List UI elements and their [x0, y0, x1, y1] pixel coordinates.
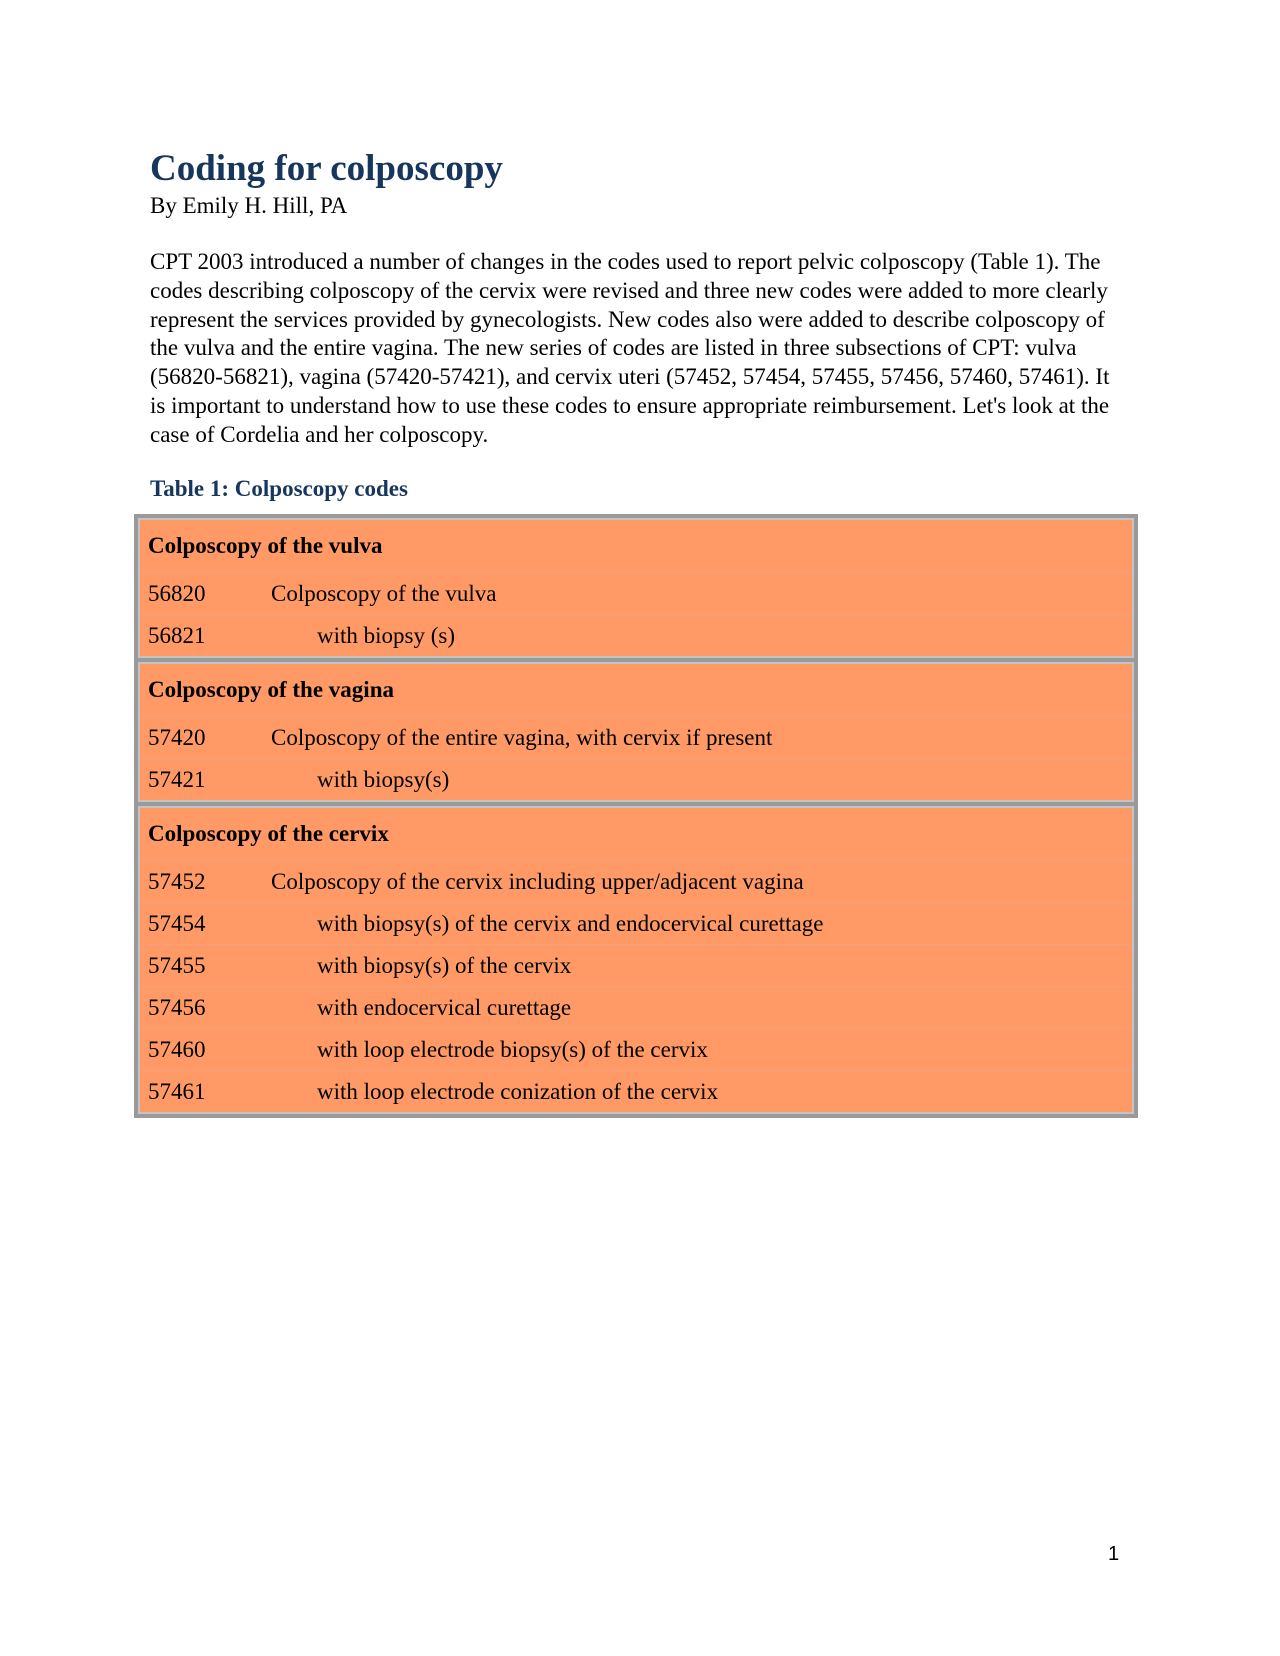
section-vulva — [138, 518, 1134, 658]
table-row — [140, 861, 1132, 903]
description-cell: with endocervical curettage — [317, 995, 572, 1020]
table-row — [140, 903, 1132, 945]
code-cell: 57460 — [148, 1037, 206, 1062]
description-cell: Colposcopy of the cervix including upper/adjacent vagina — [271, 869, 804, 894]
page-title: Coding for colposcopy — [150, 148, 503, 189]
description-cell: with biopsy (s) — [317, 623, 455, 648]
code-cell: 57421 — [148, 767, 206, 792]
description-cell: Colposcopy of the entire vagina, with cervix if present — [271, 725, 773, 750]
code-cell: 57454 — [148, 911, 206, 936]
description-cell: Colposcopy of the vulva — [271, 581, 497, 606]
code-cell: 57455 — [148, 953, 206, 978]
table-row — [140, 717, 1132, 759]
description-cell: with loop electrode biopsy(s) of the cervix — [317, 1037, 708, 1062]
intro-paragraph: CPT 2003 introduced a number of changes in the codes used to report pelvic colposcopy (Table 1). The codes describing colposcopy of the cervix were revised and three new codes were added to more clearly represent the services provided by gynecologists. New codes also were added to describe colposcopy of the vulva and the entire vagina. The new series of codes are listed in three subsections of CPT: vulva (56820-56821), vagina (57420-57421), and cervix uteri (57452, 57454, 57455, 57456, 57460, 57461). It is important to understand how to use these codes to ensure appropriate reimbursement. Let's look at the case of Cordelia and her colposcopy. — [150, 249, 1110, 447]
description-cell: with loop electrode conization of the cervix — [317, 1079, 719, 1104]
table-caption: Table 1: Colposcopy codes — [150, 475, 408, 501]
section-heading: Colposcopy of the vagina — [140, 664, 1132, 717]
code-cell: 57452 — [148, 869, 206, 894]
code-cell: 56820 — [148, 581, 206, 606]
table-row — [140, 987, 1132, 1029]
colposcopy-codes-table — [134, 514, 1138, 1118]
table-row — [140, 615, 1132, 656]
code-cell: 57420 — [148, 725, 206, 750]
section-vagina — [138, 662, 1134, 802]
table-row — [140, 1029, 1132, 1071]
section-heading: Colposcopy of the cervix — [140, 808, 1132, 861]
author-byline: By Emily H. Hill, PA — [150, 193, 348, 218]
section-cervix — [138, 806, 1134, 1114]
description-cell: with biopsy(s) of the cervix and endocervical curettage — [317, 911, 824, 936]
code-cell: 57456 — [148, 995, 206, 1020]
document-page — [150, 148, 1140, 503]
section-heading: Colposcopy of the vulva — [140, 520, 1132, 573]
code-cell: 56821 — [148, 623, 206, 648]
table-row — [140, 1071, 1132, 1112]
page-number: 1 — [1108, 1543, 1120, 1565]
table-row — [140, 759, 1132, 800]
description-cell: with biopsy(s) — [317, 767, 450, 792]
table-row — [140, 573, 1132, 615]
description-cell: with biopsy(s) of the cervix — [317, 953, 572, 978]
code-cell: 57461 — [148, 1079, 206, 1104]
table-row — [140, 945, 1132, 987]
